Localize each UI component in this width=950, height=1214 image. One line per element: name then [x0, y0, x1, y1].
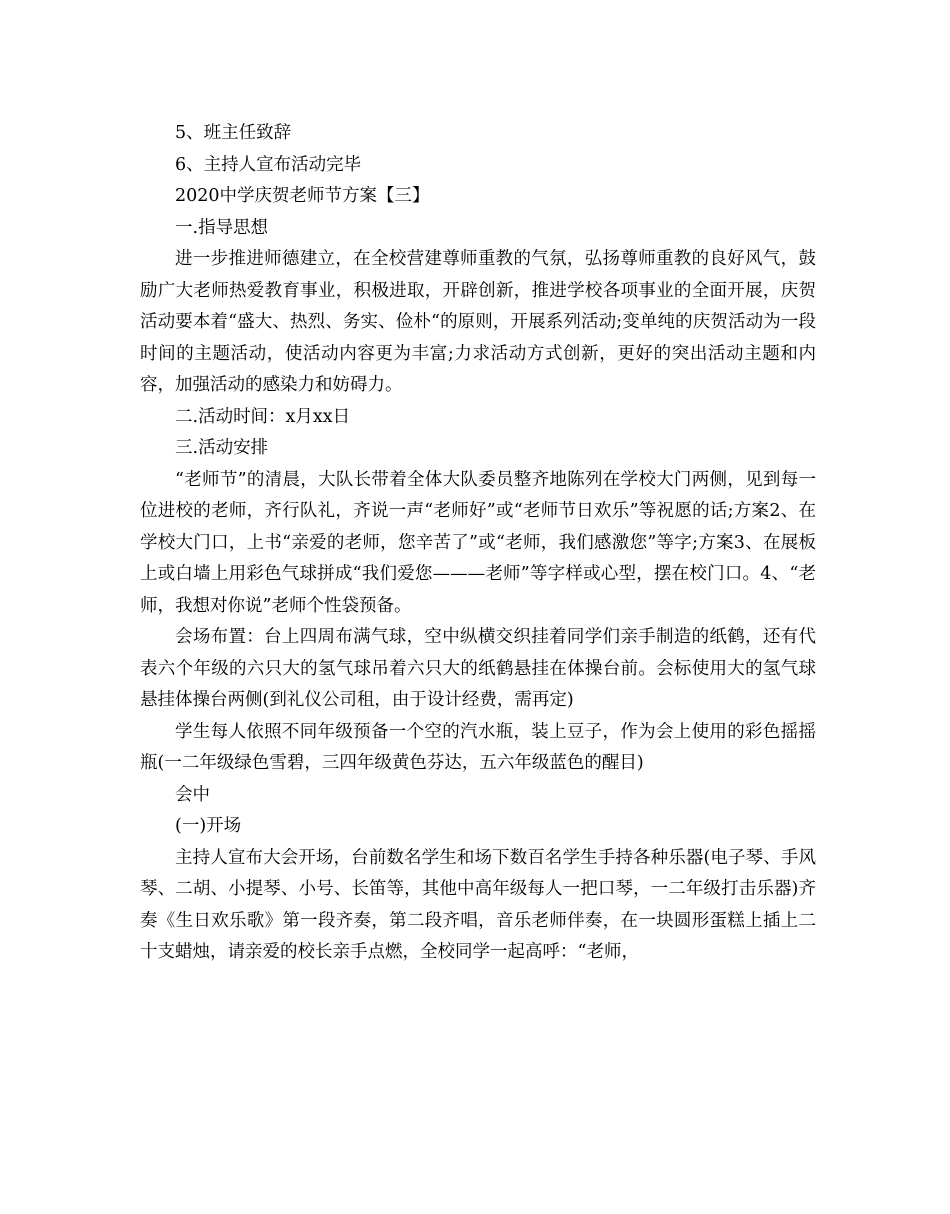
paragraph-shaker-bottles: 学生每人依照不同年级预备一个空的汽水瓶，装上豆子，作为会上使用的彩色摇摇瓶(一二年级绿色雪碧，三四年级黄色芬达，五六年级蓝色的醒目)	[140, 721, 816, 773]
agenda-item-5: 5、班主任致辞	[175, 123, 292, 143]
section-title: 2020中学庆贺老师节方案【三】	[175, 186, 430, 206]
heading-during-event: 会中	[175, 784, 210, 805]
paragraph-morning-plan: “老师节”的清晨，大队长带着全体大队委员整齐地陈列在学校大门两侧，见到每一位进校的老师，齐行队礼，齐说一声“老师好”或“老师节日欢乐”等祝愿的话;方案2、在学校大门口，上书“亲爱的老师，您辛苦了”或“老师，我们感激您”等字;方案3、在展板上或白墙上用彩色气球拼成“我们爱您———老师”等字样或心型，摆在校门口。4、“老师，我想对你说”老师个性袋预备。	[140, 469, 816, 616]
paragraph-opening: 主持人宣布大会开场，台前数名学生和场下数百名学生手持各种乐器(电子琴、手风琴、二胡、小提琴、小号、长笛等，其他中高年级每人一把口琴，一二年级打击乐器)齐奏《生日欢乐歌》第一段齐奏，第二段齐唱，音乐老师伴奏，在一块圆形蛋糕上插上二十支蜡烛，请亲爱的校长亲手点燃，全校同学一起高呼：“老师，	[140, 847, 816, 962]
heading-opening: (一)开场	[175, 816, 242, 836]
agenda-item-6: 6、主持人宣布活动完毕	[175, 154, 362, 175]
heading-activity-arrangement: 三.活动安排	[175, 438, 269, 458]
heading-activity-time: 二.活动时间：x月xx日	[175, 406, 351, 427]
document-body	[140, 118, 816, 969]
paragraph-venue-layout: 会场布置：台上四周布满气球，空中纵横交织挂着同学们亲手制造的纸鹤，还有代表六个年级的六只大的氢气球吊着六只大的纸鹤悬挂在体操台前。会标使用大的氢气球悬挂体操台两侧(到礼仪公司租，由于设计经费，需再定)	[140, 627, 816, 710]
heading-guiding-ideology: 一.指导思想	[175, 217, 269, 238]
paragraph-guiding-ideology: 进一步推进师德建立，在全校营建尊师重教的气氛，弘扬尊师重教的良好风气，鼓励广大老师热爱教育事业，积极进取，开辟创新，推进学校各项事业的全面开展，庆贺活动要本着“盛大、热烈、务实、俭朴“的原则，开展系列活动;变单纯的庆贺活动为一段时间的主题活动，使活动内容更为丰富;力求活动方式创新，更好的突出活动主题和内容，加强活动的感染力和妨碍力。	[140, 249, 816, 395]
